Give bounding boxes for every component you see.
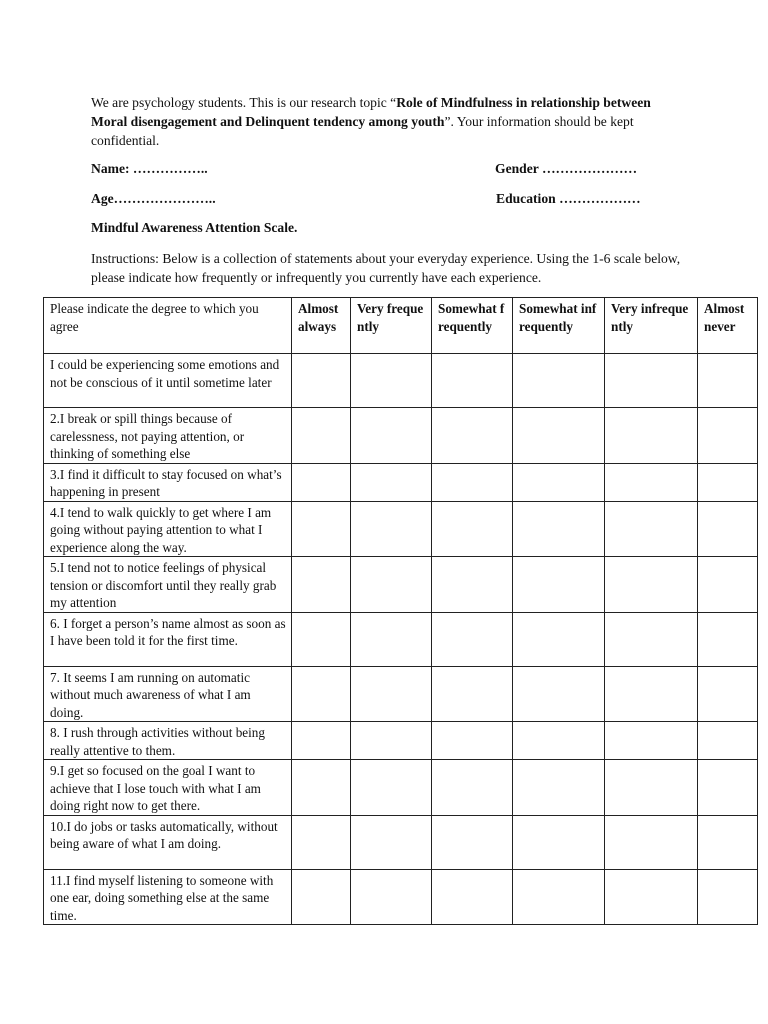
response-cell[interactable] (513, 869, 605, 925)
response-cell[interactable] (605, 354, 698, 408)
table-row (44, 463, 758, 501)
response-cell[interactable] (698, 722, 758, 760)
response-cell[interactable] (292, 760, 351, 816)
intro-paragraph (91, 93, 681, 150)
table-row (44, 557, 758, 613)
statement-10: 10.I do jobs or tasks automatically, without being aware of what I am doing. (44, 815, 292, 869)
option-header-somewhat-frequently: Somewhat frequently (432, 298, 513, 354)
gender-field[interactable]: Gender ………………… (495, 161, 638, 176)
response-cell[interactable] (351, 869, 432, 925)
response-cell[interactable] (292, 501, 351, 557)
option-header-almost-never: Almost never (698, 298, 758, 354)
response-cell[interactable] (292, 557, 351, 613)
response-cell[interactable] (432, 557, 513, 613)
option-header-very-infrequently: Very infrequently (605, 298, 698, 354)
mindfulness-scale-table (43, 297, 758, 925)
option-header-almost-always: Almost always (292, 298, 351, 354)
statement-7: 7. It seems I am running on automatic without much awareness of what I am doing. (44, 666, 292, 722)
response-cell[interactable] (351, 354, 432, 408)
response-cell[interactable] (605, 408, 698, 464)
response-cell[interactable] (292, 463, 351, 501)
option-header-somewhat-infrequently: Somewhat infrequently (513, 298, 605, 354)
table-header-row (44, 298, 758, 354)
response-cell[interactable] (605, 612, 698, 666)
instructions-text: Instructions: Below is a collection of statements about your everyday experience. Using the 1-6 scale below, please indicate how frequently or infrequently you currently have each experience. (91, 251, 681, 285)
scale-title: Mindful Awareness Attention Scale. (91, 220, 298, 235)
response-cell[interactable] (292, 612, 351, 666)
response-cell[interactable] (351, 408, 432, 464)
statement-6: 6. I forget a person’s name almost as soon as I have been told it for the first time. (44, 612, 292, 666)
option-header-very-frequently: Very frequently (351, 298, 432, 354)
response-cell[interactable] (432, 760, 513, 816)
statement-3: 3.I find it difficult to stay focused on what’s happening in present (44, 463, 292, 501)
table-row (44, 666, 758, 722)
response-cell[interactable] (432, 463, 513, 501)
table-row (44, 612, 758, 666)
response-cell[interactable] (513, 354, 605, 408)
response-cell[interactable] (292, 408, 351, 464)
research-topic-title: Role of Mindfulness in relationship between Moral disengagement and Delinquent tendency among youth (91, 95, 651, 129)
response-cell[interactable] (605, 666, 698, 722)
response-cell[interactable] (513, 612, 605, 666)
table-row (44, 501, 758, 557)
response-cell[interactable] (698, 463, 758, 501)
table-row (44, 408, 758, 464)
response-cell[interactable] (292, 666, 351, 722)
intro-text-after: ”. Your information should be kept confidential. (91, 114, 634, 148)
education-field[interactable]: Education ……………… (496, 191, 641, 206)
response-cell[interactable] (292, 722, 351, 760)
statement-8: 8. I rush through activities without being really attentive to them. (44, 722, 292, 760)
response-cell[interactable] (432, 408, 513, 464)
response-cell[interactable] (698, 612, 758, 666)
response-cell[interactable] (698, 815, 758, 869)
response-cell[interactable] (432, 869, 513, 925)
table-row (44, 722, 758, 760)
response-cell[interactable] (351, 815, 432, 869)
name-field[interactable]: Name: …………….. (91, 161, 208, 176)
statement-11: 11.I find myself listening to someone with one ear, doing something else at the same time. (44, 869, 292, 925)
response-cell[interactable] (351, 760, 432, 816)
response-cell[interactable] (351, 666, 432, 722)
table-row (44, 354, 758, 408)
statement-1: I could be experiencing some emotions and not be conscious of it until sometime later (44, 354, 292, 408)
response-cell[interactable] (351, 722, 432, 760)
response-cell[interactable] (351, 501, 432, 557)
response-cell[interactable] (513, 760, 605, 816)
statement-4: 4.I tend to walk quickly to get where I am going without paying attention to what I experience along the way. (44, 501, 292, 557)
name-gender-row (91, 161, 681, 181)
response-cell[interactable] (605, 501, 698, 557)
intro-text-before: We are psychology students. This is our research topic “ (91, 95, 397, 110)
question-header: Please indicate the degree to which you agree (44, 298, 292, 354)
table-row (44, 815, 758, 869)
response-cell[interactable] (432, 815, 513, 869)
response-cell[interactable] (513, 408, 605, 464)
response-cell[interactable] (432, 666, 513, 722)
response-cell[interactable] (698, 760, 758, 816)
response-cell[interactable] (513, 815, 605, 869)
table-row (44, 869, 758, 925)
response-cell[interactable] (513, 463, 605, 501)
statement-9: 9.I get so focused on the goal I want to achieve that I lose touch with what I am doing right now to get there. (44, 760, 292, 816)
response-cell[interactable] (513, 722, 605, 760)
response-cell[interactable] (605, 869, 698, 925)
response-cell[interactable] (698, 408, 758, 464)
response-cell[interactable] (513, 557, 605, 613)
response-cell[interactable] (605, 722, 698, 760)
response-cell[interactable] (605, 463, 698, 501)
response-cell[interactable] (292, 815, 351, 869)
response-cell[interactable] (432, 501, 513, 557)
response-cell[interactable] (698, 557, 758, 613)
response-cell[interactable] (513, 501, 605, 557)
age-education-row (91, 191, 681, 211)
response-cell[interactable] (351, 463, 432, 501)
response-cell[interactable] (698, 869, 758, 925)
response-cell[interactable] (351, 612, 432, 666)
response-cell[interactable] (432, 722, 513, 760)
response-cell[interactable] (292, 354, 351, 408)
statement-5: 5.I tend not to notice feelings of physical tension or discomfort until they really grab my attention (44, 557, 292, 613)
response-cell[interactable] (605, 760, 698, 816)
response-cell[interactable] (698, 354, 758, 408)
response-cell[interactable] (432, 612, 513, 666)
table-row (44, 760, 758, 816)
response-cell[interactable] (605, 815, 698, 869)
response-cell[interactable] (698, 666, 758, 722)
age-field[interactable]: Age………………….. (91, 191, 216, 206)
response-cell[interactable] (432, 354, 513, 408)
response-cell[interactable] (292, 869, 351, 925)
response-cell[interactable] (698, 501, 758, 557)
response-cell[interactable] (351, 557, 432, 613)
statement-2: 2.I break or spill things because of carelessness, not paying attention, or thinking of something else (44, 408, 292, 464)
response-cell[interactable] (605, 557, 698, 613)
response-cell[interactable] (513, 666, 605, 722)
